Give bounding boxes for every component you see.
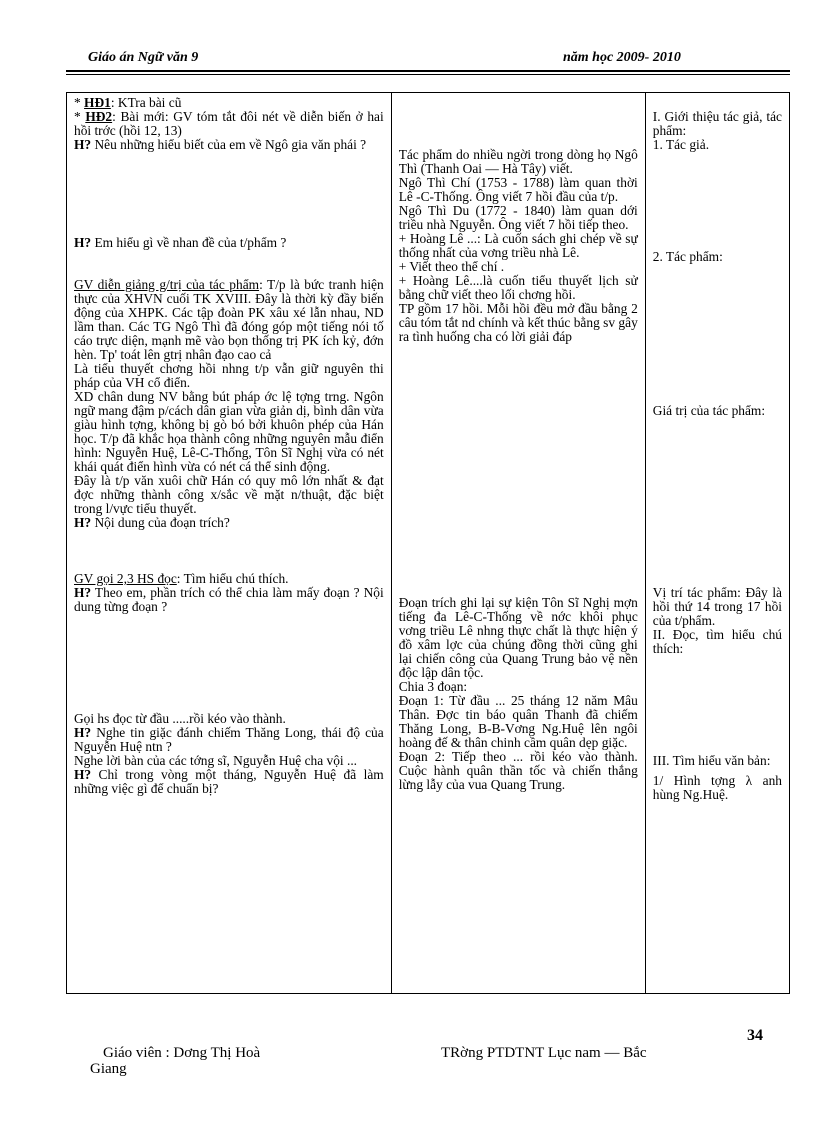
header-rule	[66, 70, 790, 75]
answer-structure: TP gồm 17 hồi. Mỗi hồi đều mở đầu bằng 2 câu tóm tắt nd chính và kết thúc bằng sv gây ra tình huống cha có lời giải đáp	[398, 301, 638, 344]
header-left: Giáo án Ngữ văn 9	[88, 50, 199, 65]
student-answer-column	[391, 93, 645, 994]
answer-title-3: + Hoàng Lê....là cuốn tiểu thuyết lịch sử bằng chữ viết theo lối chơng hồi.	[398, 273, 638, 302]
section-value: Giá trị của tác phẩm:	[652, 403, 766, 418]
question-6: H? Chỉ trong vòng một tháng, Nguyễn Huệ đã làm những việc gì để chuẩn bị?	[74, 767, 384, 796]
answer-authors: Tác phẩm do nhiều ngời trong dòng họ Ngô Thì (Thanh Oai — Hà Tây) viết.	[398, 147, 638, 176]
answer-title-1: + Hoàng Lê ...: Là cuốn sách ghi chép về sự thống nhất của vơng triều nhà Lê.	[398, 231, 638, 260]
teacher-reading: GV gọi 2,3 HS đọc: Tìm hiểu chú thích.	[74, 571, 289, 586]
section-hero-image: 1/ Hình tợng λ anh hùng Ng.Huệ.	[652, 773, 782, 802]
answer-title-2: + Viết theo thể chí .	[398, 259, 505, 274]
teacher-activity-column	[67, 93, 392, 994]
answer-content: Đoạn trích ghi lại sự kiện Tôn Sĩ Nghị mợn tiếng đa Lê-C-Thống về nớc khôi phục vơng triều Lê nhng thực chất là thực hiện ý đồ xâm lợc của chúng đồng thời cũng ghi lại chiến công của Quang Trung bảo vệ nền độc lập dân tộc.	[398, 595, 638, 680]
section-position: Vị trí tác phẩm: Đây là hồi thứ 14 trong 17 hồi của t/phẩm.	[652, 585, 782, 628]
question-2: H? Em hiểu gì về nhan đề của t/phẩm ?	[74, 235, 287, 250]
footer-teacher: Giáo viên : Dơng Thị Hoà	[103, 1045, 261, 1061]
paragraph-generals: Nghe lời bàn của các tớng sĩ, Nguyễn Huệ cha vội ...	[74, 753, 358, 768]
question-4: H? Theo em, phần trích có thể chia làm mấy đoạn ? Nội dung từng đoạn ?	[74, 585, 384, 614]
question-5: H? Nghe tin giặc đánh chiếm Thăng Long, thái độ của Nguyễn Huệ ntn ?	[74, 725, 384, 754]
paragraph-novel: Là tiểu thuyết chơng hồi nhng t/p vẫn giữ nguyên thi pháp của VH cổ điển.	[74, 361, 384, 390]
answer-ngo-thi-chi: Ngô Thì Chí (1753 - 1788) làm quan thời Lê -C-Thống. Ông viết 7 hồi đầu của t/p.	[398, 175, 638, 204]
answer-ngo-thi-du: Ngô Thì Du (1772 - 1840) làm quan dới triều nhà Nguyễn. Ông viết 7 hồi tiếp theo.	[398, 203, 638, 232]
question-1: H? Nêu những hiểu biết của em về Ngô gia văn phái ?	[74, 137, 367, 152]
answer-part-2: Đoạn 2: Tiếp theo ... rồi kéo vào thành. Cuộc hành quân thần tốc và chiến thắng lừng lẫy của vua Quang Trung.	[398, 749, 638, 792]
footer-school: TRờng PTDTNT Lục nam — Bắc	[441, 1045, 647, 1061]
lesson-table	[66, 92, 790, 994]
notes-column	[645, 93, 789, 994]
section-reading: II. Đọc, tìm hiểu chú thích:	[652, 627, 782, 656]
section-analysis: III. Tìm hiểu văn bản:	[652, 753, 771, 768]
activity-2: * HĐ2: Bài mới: GV tóm tắt đôi nét về diễn biến ở hai hồi trớc (hồi 12, 13)	[74, 109, 384, 138]
answer-division: Chia 3 đoạn:	[398, 679, 468, 694]
activity-1: * HĐ1: KTra bài cũ	[74, 95, 182, 110]
reading-instruction: Gọi hs đọc từ đầu .....rồi kéo vào thành.	[74, 711, 286, 726]
page-number: 34	[747, 1027, 763, 1044]
footer-province: Giang	[90, 1061, 127, 1077]
section-author: 1. Tác giả.	[652, 137, 710, 152]
section-intro: I. Giới thiệu tác giả, tác phẩm:	[652, 109, 782, 138]
question-3: H? Nội dung của đoạn trích?	[74, 515, 230, 530]
answer-part-1: Đoạn 1: Từ đầu ... 25 tháng 12 năm Mâu Thân. Đợc tin báo quân Thanh đã chiếm Thăng Long, B-B-Vơng Ng.Huệ lên ngôi hoàng đế & thân chinh cầm quân dẹp giặc.	[398, 693, 638, 750]
teacher-lecture-1: GV diễn giảng g/trị của tác phẩm: T/p là bức tranh hiện thực của XHVN cuối TK XVIII. Đây là thời kỳ đầy biến động của XHPK. Các tập đoàn PK xâu xé lẫn nhau, ND lầm than. Các TG Ngô Thì đã đóng góp một tiếng nói tố cáo trực diện, mạnh mẽ vào bọn thống trị PK ích kỷ, đớn hèn. Tp' toát lên gtrị nhân đạo cao cả	[74, 277, 384, 362]
header-right: năm học 2009- 2010	[563, 50, 681, 65]
section-work: 2. Tác phẩm:	[652, 249, 723, 264]
paragraph-significance: Đây là t/p văn xuôi chữ Hán có quy mô lớn nhất & đạt đợc những thành công x/sắc về mặt n/thuật, đặc biệt trong l/vực tiểu thuyết.	[74, 473, 384, 516]
paragraph-characters: XD chân dung NV bằng bút pháp ớc lệ tợng trng. Ngôn ngữ mang đậm p/cách dân gian vừa giản dị, bình dân vừa giàu hình tợng, không bị gò bó bởi khuôn phép của Hán học. T/p đã khắc họa thành công những nguyên mẫu điển hình: Nguyễn Huệ, Lê-C-Thống, Tôn Sĩ Nghị vừa có nét khái quát điển hình vừa có nét cá thể sinh động.	[74, 389, 384, 474]
